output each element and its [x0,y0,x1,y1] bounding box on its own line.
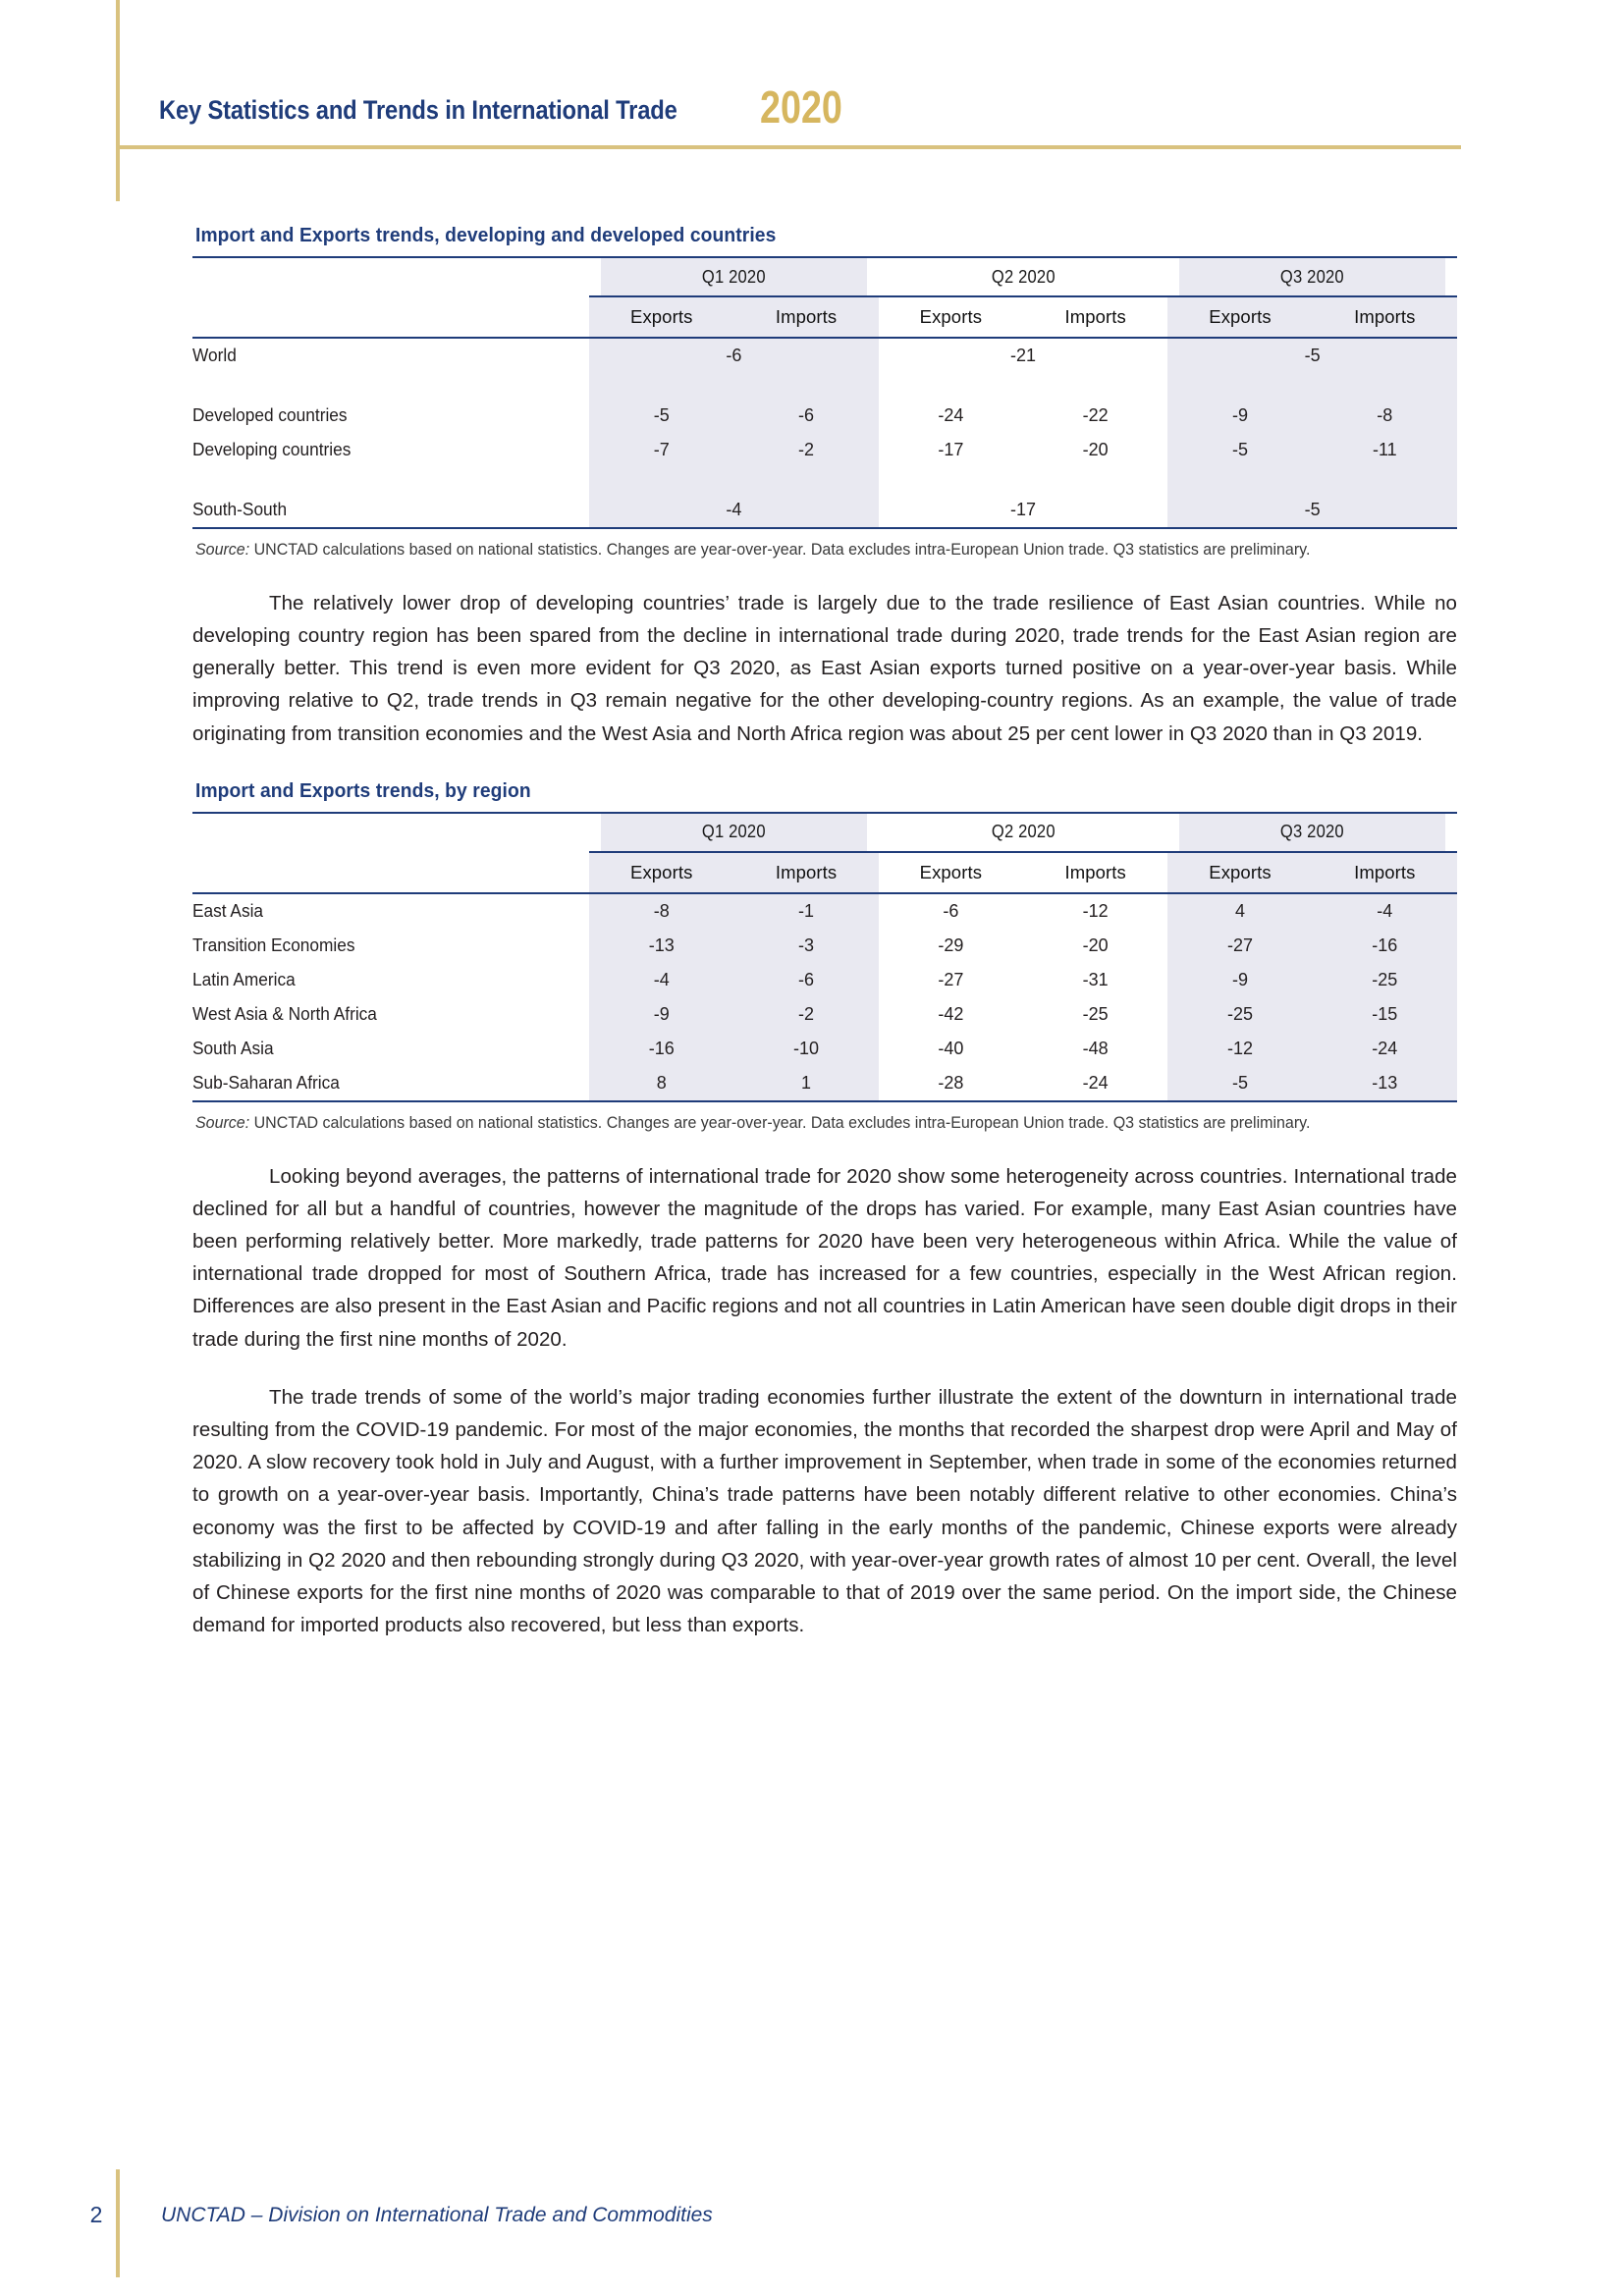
table1-cell-q1-imports: -2 [733,433,878,467]
table-row [192,1066,1457,1101]
table1-subheader-q3-exports: Exports [1167,296,1312,338]
table2-title: Import and Exports trends, by region [195,778,531,802]
table2-cell-q1-exports: -9 [589,997,733,1032]
table1-cell-q1: -6 [589,338,879,373]
table2-cell-q3-exports: -5 [1167,1066,1312,1101]
table2-cell-q1-exports: -13 [589,929,733,963]
page-footer [77,2202,713,2228]
table2-row-label: Latin America [192,969,296,989]
table1-spacer-row [192,373,1457,399]
table2-row-label: Sub-Saharan Africa [192,1066,573,1101]
table-row [192,929,1457,963]
table2-cell-q1-exports: -8 [589,893,733,929]
table2-subheader-q1-exports: Exports [589,852,733,893]
table2-subheader-q1-imports: Imports [733,852,878,893]
masthead-underline [116,145,1461,149]
spacer-cell [1167,467,1312,493]
table2-row-label: South Asia [192,1038,274,1058]
table1-subheader-q2-exports: Exports [879,296,1023,338]
table1-subheader-q1-exports: Exports [589,296,733,338]
table2-cell-q3-imports: -25 [1313,963,1457,997]
table2-cell-q1-imports: -2 [733,997,878,1032]
table1-subheader-corner [192,296,589,338]
table2-cell-q2-exports: -27 [938,969,964,989]
spacer-cell [1023,467,1167,493]
left-margin-rule-top [116,0,120,201]
table2-corner-cell [192,813,589,852]
table2-source-label: Source: [195,1113,250,1132]
table1-quarter-header-row [192,257,1457,296]
table1-row-label: World [192,346,237,365]
spacer-cell [1023,373,1167,399]
table2-cell-q2-imports: -25 [1082,1003,1109,1024]
paragraph-3: The trade trends of some of the world’s major trading economies further illustrate the extent of the downturn in international trade resulting from the COVID-19 pandemic. For most of the major economies, the months that recorded the sharpest drop were April and May of 2020. A slow recovery took hold in July and August, with a further improvement in September, when trade in some of the economies returned to growth on a year-over-year basis. Importantly, China’s trade patterns have been notably different relative to other economies. China’s economy was the first to be affected by COVID-19 and after falling in the early months of the pandemic, Chinese exports were already stabilizing in Q2 2020 and then rebounding strongly during Q3 2020, with year-over-year growth rates of almost 10 per cent. Overall, the level of Chinese exports for the first nine months of 2020 was comparable to that of 2019 over the same period. On the import side, the Chinese demand for imported products also recovered, but less than exports. [192,1385,1457,1637]
table1-cell-q3-exports: -5 [1167,433,1312,467]
table2-subheader-q2-imports: Imports [1023,852,1167,893]
table1-row-label: Developed countries [192,405,348,425]
table1-cell-q3-imports: -11 [1313,433,1457,467]
table1-subheader-q3-imports: Imports [1313,296,1457,338]
table2-cell-q2-imports: -48 [1082,1038,1109,1058]
table1-cell-q2-imports: -22 [1082,405,1109,425]
table2-quarter-header-row [192,813,1457,852]
table1-cell-q1-exports: -7 [589,433,733,467]
table2 [192,812,1457,1102]
table1-subheader-q1-imports: Imports [733,296,878,338]
table2-row-label: West Asia & North Africa [192,1003,377,1024]
table2-subheader-corner [192,852,589,893]
table2-cell-q2-exports: -28 [879,1066,1023,1101]
table2-cell-q3-imports: -15 [1313,997,1457,1032]
table2-quarter-q1: Q1 2020 [601,813,867,852]
table2-subheader-q3-imports: Imports [1313,852,1457,893]
table2-source-note [195,1112,1405,1135]
table1-subheader-q2-imports: Imports [1023,296,1167,338]
table2-cell-q1-exports: -16 [589,1032,733,1066]
table1-quarter-q2: Q2 2020 [890,257,1156,296]
table1-cell-q1: -4 [589,493,879,528]
table1-cell-q2-imports: -20 [1082,440,1109,459]
table1-source-label: Source: [195,541,250,559]
table1-cell-q3-imports: -8 [1313,399,1457,433]
table2-cell-q1-imports: -1 [733,893,878,929]
table1-cell-q2-exports: -17 [938,440,964,459]
table2-cell-q3-exports: -27 [1167,929,1312,963]
table1-spacer-row [192,467,1457,493]
table1 [192,256,1457,529]
table2-cell-q2-imports: -12 [1082,900,1109,921]
table2-cell-q1-imports: -3 [733,929,878,963]
table2-row-label: East Asia [192,900,264,921]
table1-quarter-q3: Q3 2020 [1179,257,1445,296]
table2-quarter-q3: Q3 2020 [1179,813,1445,852]
table-row [192,433,1457,467]
table1-cell-q3-exports: -9 [1167,399,1312,433]
table1-source-note [195,539,1405,561]
table2-cell-q3-exports: -25 [1167,997,1312,1032]
paragraph-2: Looking beyond averages, the patterns of international trade for 2020 show some heterogeneity across countries. International trade declined for all but a handful of countries, however the magnitude of the drops has varied. For example, many East Asian countries have been performing relatively better. More markedly, trade patterns for 2020 have been very heterogeneous within Africa. While the value of international trade dropped for most of Southern Africa, trade has increased for a few countries, especially in the West African region. Differences are also present in the East Asian and Pacific regions and not all countries in Latin American have seen double digit drops in their trade during the first nine months of 2020. [192,1164,1457,1351]
content-column [192,224,1457,1641]
table2-cell-q2-exports: -40 [938,1038,964,1058]
spacer-cell [1313,373,1457,399]
table2-cell-q3-exports: -9 [1167,963,1312,997]
table2-cell-q2-imports: -20 [1082,934,1109,955]
table-row [192,1032,1457,1066]
table-row [192,963,1457,997]
footer-text: UNCTAD – Division on International Trade and Commodities [161,2203,713,2226]
table1-subheader-row [192,296,1457,338]
table2-cell-q1-imports: -6 [733,963,878,997]
table2-cell-q3-exports: 4 [1167,893,1312,929]
table1-title: Import and Exports trends, developing and developed countries [195,224,777,246]
table2-cell-q1-imports: 1 [733,1066,878,1101]
table2-cell-q2-imports: -31 [1082,969,1109,989]
table2-cell-q1-exports: -4 [589,963,733,997]
table-row [192,338,1457,373]
table2-cell-q2-exports: -29 [938,934,964,955]
masthead-title: Key Statistics and Trends in International Trade [159,95,677,125]
table2-subheader-row [192,852,1457,893]
spacer-cell [879,373,1023,399]
table2-subheader-q2-exports: Exports [879,852,1023,893]
table2-cell-q2-exports: -42 [938,1003,964,1024]
spacer-cell [192,373,589,399]
table2-cell-q1-exports: 8 [589,1066,733,1101]
table1-cell-q3: -5 [1167,493,1457,528]
table2-cell-q2-exports: -6 [943,900,959,921]
table2-source-text: UNCTAD calculations based on national statistics. Changes are year-over-year. Data excludes intra-European Union trade. Q3 statistics are preliminary. [249,1113,1311,1132]
masthead-year: 2020 [759,81,842,133]
table1-row-label: Developing countries [192,440,352,459]
table-row [192,997,1457,1032]
spacer-cell [192,467,589,493]
table1-source-text: UNCTAD calculations based on national statistics. Changes are year-over-year. Data excludes intra-European Union trade. Q3 statistics are preliminary. [249,541,1311,559]
table2-cell-q1-imports: -10 [733,1032,878,1066]
table1-cell-q2: -17 [879,493,1168,528]
spacer-cell [733,467,878,493]
table2-quarter-q2: Q2 2020 [890,813,1156,852]
table1-cell-q2: -21 [1009,346,1036,365]
table2-subheader-q3-exports: Exports [1167,852,1312,893]
spacer-cell [879,467,1023,493]
table1-quarter-q1: Q1 2020 [601,257,867,296]
paragraph-1: The relatively lower drop of developing countries’ trade is largely due to the trade resilience of East Asian countries. While no developing country region has been spared from the decline in international trade during 2020, trade trends for the East Asian region are generally better. This trend is even more evident for Q3 2020, as East Asian exports turned positive on a year-over-year basis. While improving relative to Q2, trade trends in Q3 remain negative for the other developing-country regions. As an example, the value of trade originating from transition economies and the West Asia and North Africa region was about 25 per cent lower in Q3 2020 than in Q3 2019. [192,591,1457,745]
spacer-cell [589,373,733,399]
spacer-cell [589,467,733,493]
spacer-cell [733,373,878,399]
spacer-cell [1167,373,1312,399]
table2-cell-q3-exports: -12 [1167,1032,1312,1066]
table-row [192,893,1457,929]
spacer-cell [1313,467,1457,493]
table1-cell-q1-imports: -6 [733,399,878,433]
table-row [192,399,1457,433]
table1-corner-cell [192,257,589,296]
table1-cell-q2-exports: -24 [938,405,964,425]
table2-cell-q3-imports: -4 [1313,893,1457,929]
table1-cell-q3: -5 [1167,338,1457,373]
masthead [159,77,860,133]
table2-cell-q3-imports: -16 [1313,929,1457,963]
table1-cell-q1-exports: -5 [589,399,733,433]
table2-cell-q3-imports: -13 [1313,1066,1457,1101]
table1-row-label: South-South [192,493,573,528]
table2-cell-q2-imports: -24 [1023,1066,1167,1101]
table2-row-label: Transition Economies [192,934,355,955]
table-row [192,493,1457,528]
page-number: 2 [89,2202,103,2227]
table2-cell-q3-imports: -24 [1313,1032,1457,1066]
